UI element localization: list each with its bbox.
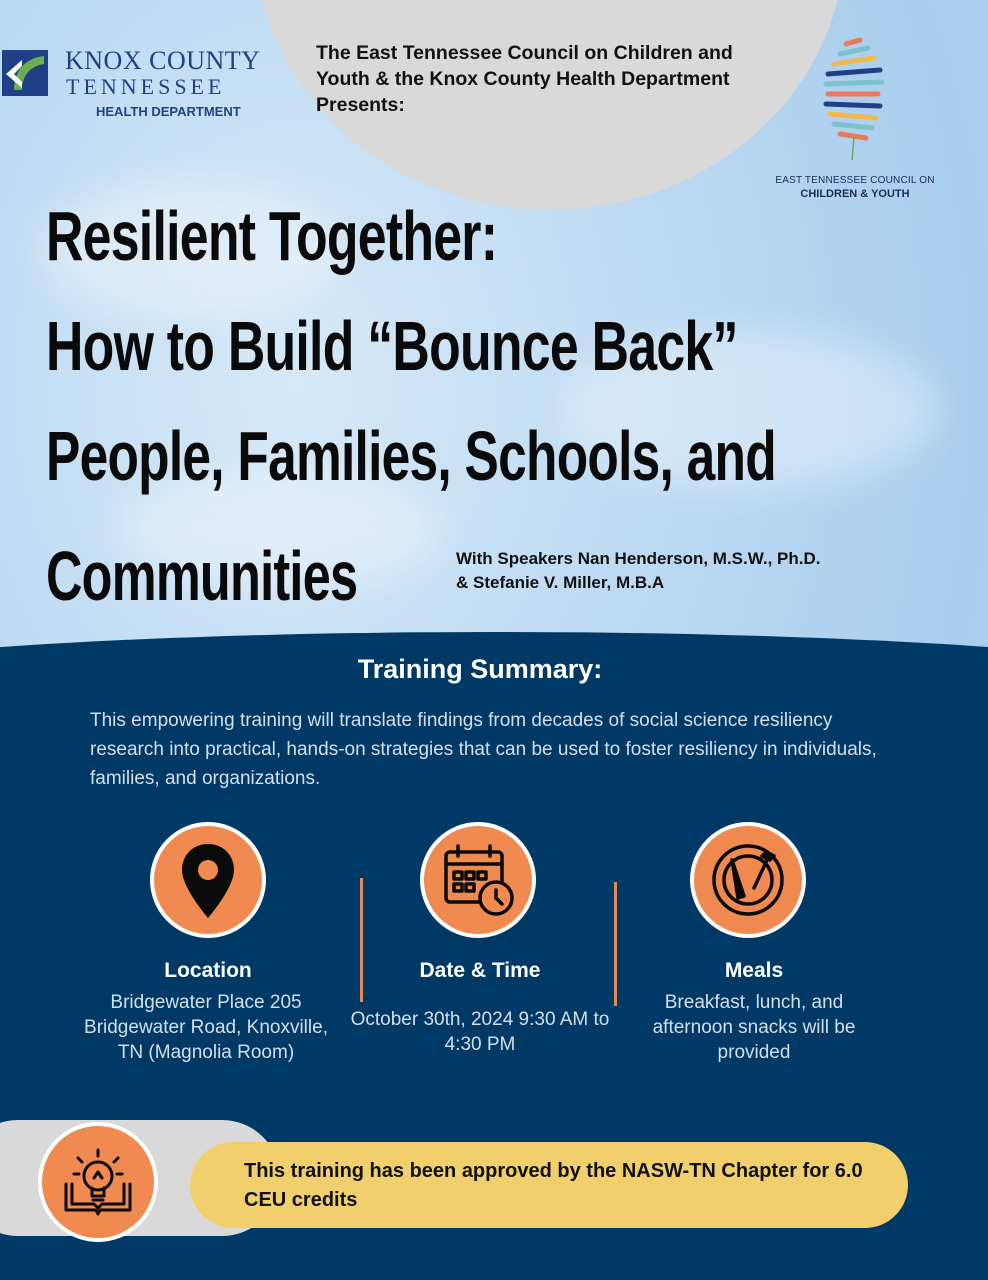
location-title: Location <box>164 959 252 982</box>
plate-utensils-icon <box>690 822 806 938</box>
etccy-logo-line2: CHILDREN & YOUTH <box>800 188 910 200</box>
datetime-text: October 30th, 2024 9:30 AM to 4:30 PM <box>350 1009 610 1055</box>
knox-logo-state: TENNESSEE <box>66 74 226 99</box>
speakers-line-1: With Speakers Nan Henderson, M.S.W., Ph.D. <box>456 549 821 568</box>
knox-county-logo-icon <box>2 50 48 96</box>
info-divider <box>360 878 363 1002</box>
location-text: Bridgewater Place 205 Bridgewater Road, Knoxville, TN (Magnolia Room) <box>84 992 328 1063</box>
headline-line-4: Communities <box>46 537 358 615</box>
knox-county-logo <box>0 46 270 126</box>
map-pin-icon <box>150 822 266 938</box>
summary-title: Training Summary: <box>357 654 603 684</box>
datetime-title: Date & Time <box>419 959 541 982</box>
knox-logo-department: HEALTH DEPARTMENT <box>96 104 241 119</box>
headline-line-3: People, Families, Schools, and <box>46 417 776 495</box>
ceu-text: This training has been approved by the NASW-TN Chapter for 6.0 CEU credits <box>244 1160 863 1211</box>
meals-title: Meals <box>724 959 784 982</box>
headline-line-1: Resilient Together: <box>46 197 498 275</box>
lightbulb-book-icon <box>38 1122 158 1242</box>
calendar-clock-icon <box>420 822 536 938</box>
etccy-logo-line1: EAST TENNESSEE COUNCIL ON <box>775 175 935 186</box>
knox-logo-name: KNOX COUNTY <box>65 46 261 75</box>
speakers-line-2: & Stefanie V. Miller, M.B.A <box>456 573 665 592</box>
meals-text: Breakfast, lunch, and afternoon snacks will be provided <box>652 992 856 1063</box>
etccy-logo-icon <box>818 36 888 166</box>
headline-line-2: How to Build “Bounce Back” <box>46 307 738 385</box>
presenters-text: The East Tennessee Council on Children and Youth & the Knox County Health Department Presents: <box>316 42 733 116</box>
speakers <box>456 547 820 595</box>
info-divider <box>614 882 617 1006</box>
summary-text: This empowering training will translate findings from decades of social science resiliency research into practical, hands-on strategies that can be used to foster resiliency in individuals, families, and organizations. <box>90 710 877 789</box>
